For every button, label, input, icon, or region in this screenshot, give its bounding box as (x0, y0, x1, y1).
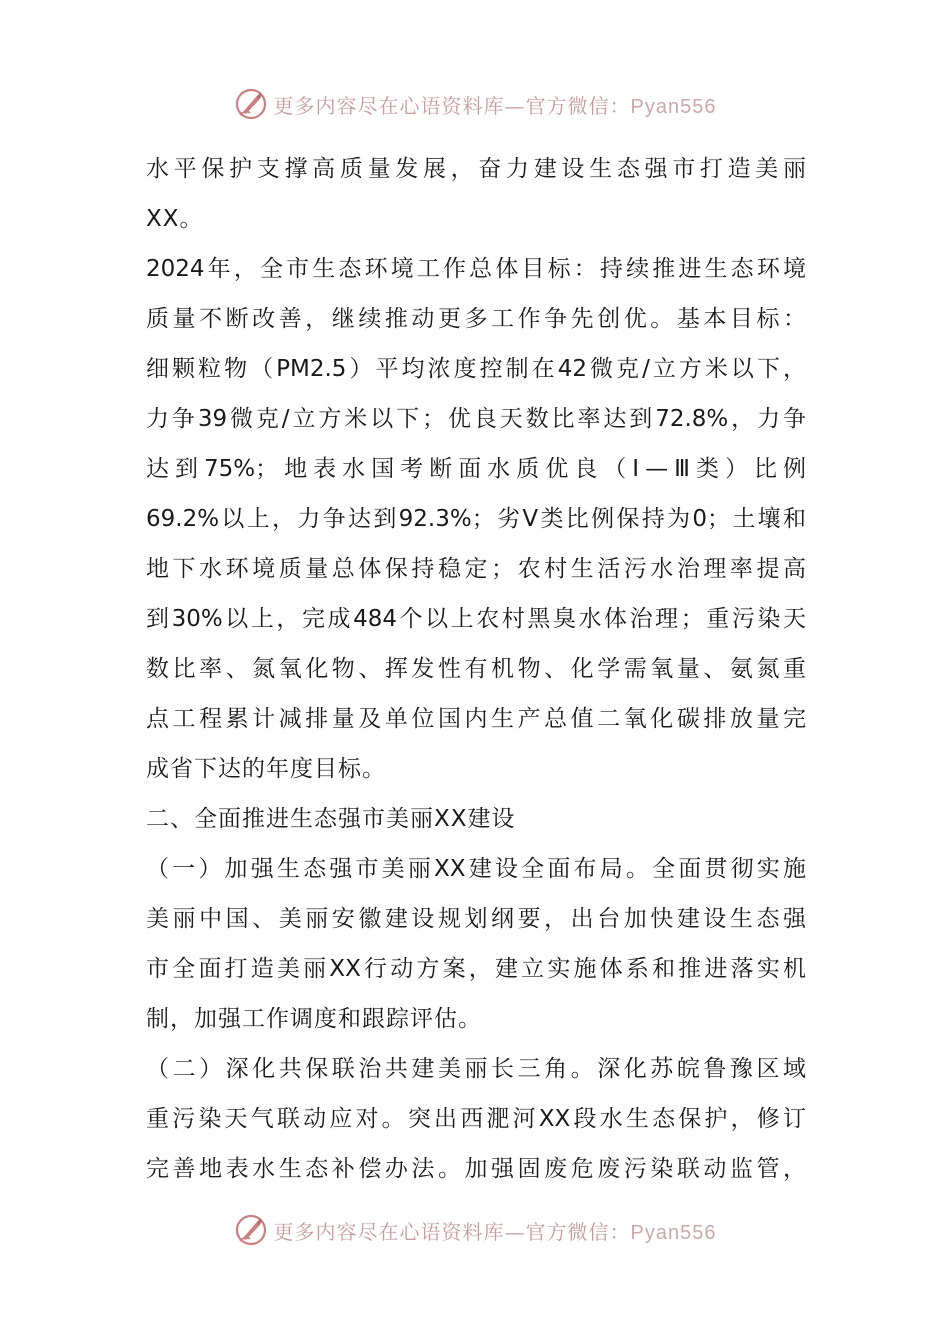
body-line: 2024年，全市生态环境工作总体目标：持续推进生态环境 (146, 256, 806, 282)
body-line: 美丽中国、美丽安徽建设规划纲要，出台加快建设生态强 (146, 906, 806, 932)
body-line: （一）加强生态强市美丽XX建设全面布局。全面贯彻实施 (146, 856, 806, 882)
body-line: XX。 (146, 206, 204, 232)
body-line: 到30%以上，完成484个以上农村黑臭水体治理；重污染天 (146, 606, 806, 632)
body-line: 完善地表水生态补偿办法。加强固废危废污染联动监管， (146, 1156, 806, 1182)
body-line: 细颗粒物（PM2.5）平均浓度控制在42微克/立方米以下， (146, 356, 806, 382)
body-line: 重污染天气联动应对。突出西淝河XX段水生态保护，修订 (146, 1106, 806, 1132)
watermark-text-id: Pyan556 (630, 1221, 717, 1244)
body-line: 水平保护支撑高质量发展，奋力建设生态强市打造美丽 (146, 156, 806, 182)
body-line: 质量不断改善，继续推动更多工作争先创优。基本目标： (146, 306, 806, 332)
watermark-text-id: Pyan556 (630, 95, 717, 118)
watermark-text (274, 1216, 717, 1245)
body-line: 制，加强工作调度和跟踪评估。 (146, 1006, 482, 1032)
body-line: 数比率、氮氧化物、挥发性有机物、化学需氧量、氨氮重 (146, 656, 806, 682)
body-line: 二、全面推进生态强市美丽XX建设 (146, 806, 516, 832)
body-line: 地下水环境质量总体保持稳定；农村生活污水治理率提高 (146, 556, 806, 582)
body-line: （二）深化共保联治共建美丽长三角。深化苏皖鲁豫区域 (146, 1056, 806, 1082)
watermark-text (274, 90, 717, 119)
watermark-header (0, 84, 950, 124)
body-line: 点工程累计减排量及单位国内生产总值二氧化碳排放量完 (146, 706, 806, 732)
watermark-footer (0, 1210, 950, 1250)
pen-logo-icon (234, 87, 268, 121)
body-line: 达到75%；地表水国考断面水质优良（Ⅰ—Ⅲ类）比例 (146, 456, 806, 482)
document-body (146, 144, 806, 1194)
body-line: 市全面打造美丽XX行动方案，建立实施体系和推进落实机 (146, 956, 806, 982)
watermark-text-cn: 更多内容尽在心语资料库—官方微信： (273, 93, 631, 118)
body-line: 成省下达的年度目标。 (146, 756, 386, 782)
body-line: 69.2%以上，力争达到92.3%；劣V类比例保持为0；土壤和 (146, 506, 806, 532)
watermark-text-cn: 更多内容尽在心语资料库—官方微信： (273, 1219, 631, 1244)
body-line: 力争39微克/立方米以下；优良天数比率达到72.8%，力争 (146, 406, 806, 432)
pen-logo-icon (234, 1213, 268, 1247)
